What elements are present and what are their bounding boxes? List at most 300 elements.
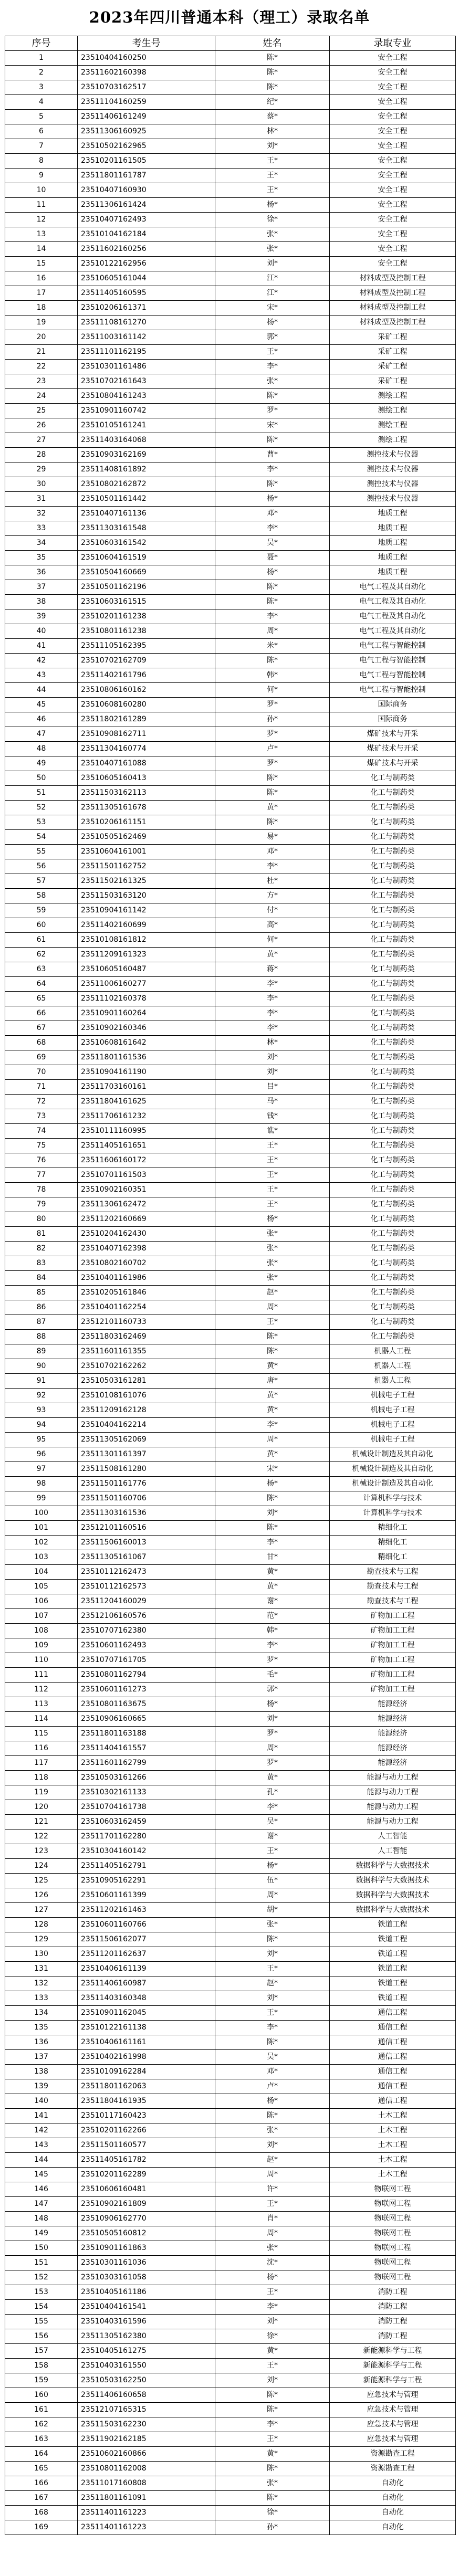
row-major: 能源与动力工程 (330, 1815, 456, 1830)
row-name: 黄* (215, 1565, 330, 1580)
row-name: 陈* (215, 389, 330, 404)
row-major: 物联网工程 (330, 2197, 456, 2212)
row-candidate-no: 23510801162794 (78, 1668, 215, 1683)
table-row (5, 2388, 456, 2403)
table-row (5, 2270, 456, 2285)
row-candidate-no: 23510603161542 (78, 536, 215, 551)
row-major: 矿物加工工程 (330, 1638, 456, 1653)
table-row (5, 1080, 456, 1095)
row-seq: 152 (5, 2270, 78, 2285)
row-candidate-no: 23510601162493 (78, 1638, 215, 1653)
row-major: 通信工程 (330, 2065, 456, 2079)
table-row (5, 2417, 456, 2432)
table-row (5, 2182, 456, 2197)
row-major: 新能源科学与工程 (330, 2373, 456, 2388)
row-name: 李* (215, 521, 330, 536)
row-major: 化工与制药类 (330, 962, 456, 977)
row-major: 化工与制药类 (330, 889, 456, 903)
row-name: 张* (215, 1271, 330, 1286)
row-seq: 11 (5, 198, 78, 213)
row-candidate-no: 23510906160665 (78, 1712, 215, 1727)
row-major: 应急技术与管理 (330, 2388, 456, 2403)
row-candidate-no: 23511506160013 (78, 1536, 215, 1550)
table-row (5, 1903, 456, 1918)
row-seq: 58 (5, 889, 78, 903)
row-seq: 147 (5, 2197, 78, 2212)
row-seq: 156 (5, 2329, 78, 2344)
table-row (5, 1418, 456, 1433)
row-candidate-no: 23510301161486 (78, 360, 215, 374)
row-major: 安全工程 (330, 51, 456, 66)
table-row (5, 2138, 456, 2153)
row-candidate-no: 23511401161223 (78, 2520, 215, 2535)
row-seq: 19 (5, 316, 78, 330)
row-seq: 133 (5, 1991, 78, 2006)
row-candidate-no: 23511305161678 (78, 801, 215, 815)
row-major: 安全工程 (330, 139, 456, 154)
table-row (5, 1477, 456, 1491)
row-candidate-no: 23510407160930 (78, 183, 215, 198)
row-seq: 136 (5, 2035, 78, 2050)
row-major: 化工与制药类 (330, 903, 456, 918)
row-name: 谢* (215, 1594, 330, 1609)
table-row (5, 448, 456, 462)
row-name: 张* (215, 2123, 330, 2138)
row-seq: 114 (5, 1712, 78, 1727)
row-major: 化工与制药类 (330, 1124, 456, 1139)
row-major: 煤矿技术与开采 (330, 742, 456, 756)
row-seq: 127 (5, 1903, 78, 1918)
row-major: 应急技术与管理 (330, 2403, 456, 2417)
row-seq: 74 (5, 1124, 78, 1139)
table-row (5, 801, 456, 815)
row-name: 胡* (215, 1903, 330, 1918)
table-row (5, 1095, 456, 1109)
row-seq: 163 (5, 2432, 78, 2447)
row-name: 陈* (215, 786, 330, 801)
row-name: 李* (215, 1418, 330, 1433)
row-seq: 88 (5, 1330, 78, 1344)
row-major: 勘查技术与工程 (330, 1594, 456, 1609)
row-name: 蒋* (215, 962, 330, 977)
row-seq: 41 (5, 639, 78, 654)
row-name: 黄* (215, 1580, 330, 1594)
row-candidate-no: 23510802162872 (78, 477, 215, 492)
row-seq: 52 (5, 801, 78, 815)
row-candidate-no: 23511301161397 (78, 1447, 215, 1462)
row-candidate-no: 23511803162469 (78, 1330, 215, 1344)
row-name: 李* (215, 1800, 330, 1815)
row-name: 何* (215, 933, 330, 948)
row-name: 米* (215, 639, 330, 654)
row-major: 电气工程与智能控制 (330, 639, 456, 654)
row-name: 罗* (215, 404, 330, 418)
row-name: 周* (215, 1433, 330, 1447)
row-candidate-no: 23510111160995 (78, 1124, 215, 1139)
row-candidate-no: 23510503161266 (78, 1771, 215, 1785)
row-major: 通信工程 (330, 2035, 456, 2050)
row-seq: 124 (5, 1859, 78, 1874)
row-seq: 6 (5, 124, 78, 139)
table-row (5, 815, 456, 830)
row-major: 测绘工程 (330, 433, 456, 448)
row-candidate-no: 23511406160658 (78, 2388, 215, 2403)
table-row (5, 845, 456, 859)
table-row (5, 433, 456, 448)
row-seq: 106 (5, 1594, 78, 1609)
row-candidate-no: 23510902160351 (78, 1183, 215, 1197)
row-seq: 34 (5, 536, 78, 551)
row-major: 安全工程 (330, 242, 456, 257)
row-seq: 40 (5, 624, 78, 639)
table-row (5, 1506, 456, 1521)
row-name: 伍* (215, 1874, 330, 1888)
row-seq: 131 (5, 1962, 78, 1976)
row-major: 物联网工程 (330, 2256, 456, 2270)
row-major: 化工与制药类 (330, 1212, 456, 1227)
row-seq: 103 (5, 1550, 78, 1565)
table-row (5, 830, 456, 845)
row-seq: 37 (5, 580, 78, 595)
row-major: 地质工程 (330, 521, 456, 536)
row-candidate-no: 23511303161548 (78, 521, 215, 536)
row-name: 陈* (215, 771, 330, 786)
row-seq: 56 (5, 859, 78, 874)
row-candidate-no: 23511304160774 (78, 742, 215, 756)
row-seq: 102 (5, 1536, 78, 1550)
table-row (5, 1756, 456, 1771)
table-row (5, 1197, 456, 1212)
row-candidate-no: 23510201161238 (78, 609, 215, 624)
row-seq: 64 (5, 977, 78, 992)
row-candidate-no: 23511503163120 (78, 889, 215, 903)
table-row (5, 1741, 456, 1756)
row-major: 消防工程 (330, 2300, 456, 2315)
row-major: 能源经济 (330, 1741, 456, 1756)
row-name: 许* (215, 2182, 330, 2197)
row-major: 矿物加工工程 (330, 1668, 456, 1683)
row-name: 周* (215, 1741, 330, 1756)
table-row (5, 2123, 456, 2138)
row-seq: 146 (5, 2182, 78, 2197)
row-seq: 97 (5, 1462, 78, 1477)
row-seq: 69 (5, 1050, 78, 1065)
table-row (5, 2359, 456, 2373)
table-row (5, 595, 456, 609)
table-row (5, 1565, 456, 1580)
row-seq: 67 (5, 1021, 78, 1036)
row-candidate-no: 23511501161776 (78, 1477, 215, 1491)
row-seq: 162 (5, 2417, 78, 2432)
row-major: 国际商务 (330, 698, 456, 712)
row-seq: 92 (5, 1389, 78, 1403)
row-major: 铁道工程 (330, 1932, 456, 1947)
row-major: 能源经济 (330, 1727, 456, 1741)
row-candidate-no: 23512106160576 (78, 1609, 215, 1624)
table-row (5, 2476, 456, 2491)
row-seq: 155 (5, 2315, 78, 2329)
table-row (5, 1403, 456, 1418)
table-row (5, 2065, 456, 2079)
table-row (5, 1609, 456, 1624)
row-name: 赵* (215, 1286, 330, 1300)
row-name: 邓* (215, 845, 330, 859)
row-candidate-no: 23511804161935 (78, 2094, 215, 2109)
row-name: 罗* (215, 727, 330, 742)
row-seq: 154 (5, 2300, 78, 2315)
table-row (5, 1050, 456, 1065)
row-major: 能源经济 (330, 1756, 456, 1771)
table-row (5, 2344, 456, 2359)
row-major: 土木工程 (330, 2123, 456, 2138)
row-candidate-no: 23510104162184 (78, 227, 215, 242)
row-seq: 31 (5, 492, 78, 507)
table-row (5, 1785, 456, 1800)
row-name: 王* (215, 2006, 330, 2021)
row-candidate-no: 23512101160516 (78, 1521, 215, 1536)
table-row (5, 771, 456, 786)
row-major: 人工智能 (330, 1830, 456, 1844)
row-candidate-no: 23510303161058 (78, 2270, 215, 2285)
table-row (5, 1462, 456, 1477)
row-candidate-no: 23510701161503 (78, 1168, 215, 1183)
row-major: 安全工程 (330, 198, 456, 213)
row-name: 邓* (215, 507, 330, 521)
row-seq: 107 (5, 1609, 78, 1624)
row-seq: 137 (5, 2050, 78, 2065)
row-candidate-no: 23512101160733 (78, 1315, 215, 1330)
row-seq: 80 (5, 1212, 78, 1227)
row-major: 计算机科学与技术 (330, 1506, 456, 1521)
row-seq: 120 (5, 1800, 78, 1815)
row-name: 韩* (215, 1624, 330, 1638)
row-seq: 16 (5, 271, 78, 286)
row-major: 化工与制药类 (330, 1050, 456, 1065)
row-name: 周* (215, 1888, 330, 1903)
row-candidate-no: 23511703160161 (78, 1080, 215, 1095)
row-candidate-no: 23510702161643 (78, 374, 215, 389)
row-candidate-no: 23511503162230 (78, 2417, 215, 2432)
row-candidate-no: 23510504160669 (78, 565, 215, 580)
row-major: 铁道工程 (330, 1962, 456, 1976)
table-row (5, 1021, 456, 1036)
row-major: 安全工程 (330, 154, 456, 169)
row-candidate-no: 23511405160595 (78, 286, 215, 301)
row-candidate-no: 23511209162128 (78, 1403, 215, 1418)
row-seq: 54 (5, 830, 78, 845)
row-name: 郭* (215, 330, 330, 345)
row-seq: 8 (5, 154, 78, 169)
row-name: 王* (215, 1139, 330, 1153)
row-name: 王* (215, 1844, 330, 1859)
row-major: 化工与制药类 (330, 830, 456, 845)
row-major: 采矿工程 (330, 360, 456, 374)
row-seq: 101 (5, 1521, 78, 1536)
row-major: 精细化工 (330, 1521, 456, 1536)
table-row (5, 1168, 456, 1183)
row-name: 周* (215, 624, 330, 639)
row-name: 王* (215, 1153, 330, 1168)
row-major: 化工与制药类 (330, 948, 456, 962)
row-candidate-no: 23510407161088 (78, 756, 215, 771)
row-seq: 135 (5, 2021, 78, 2035)
row-name: 李* (215, 2417, 330, 2432)
table-row (5, 2491, 456, 2506)
row-major: 土木工程 (330, 2109, 456, 2123)
row-candidate-no: 23510901161863 (78, 2241, 215, 2256)
row-candidate-no: 23511804161625 (78, 1095, 215, 1109)
table-row (5, 95, 456, 110)
row-name: 王* (215, 1183, 330, 1197)
row-name: 唐* (215, 1374, 330, 1389)
table-row (5, 2153, 456, 2168)
row-major: 化工与制药类 (330, 992, 456, 1006)
row-candidate-no: 23511508161280 (78, 1462, 215, 1477)
row-major: 化工与制药类 (330, 801, 456, 815)
row-major: 铁道工程 (330, 1991, 456, 2006)
row-major: 铁道工程 (330, 1918, 456, 1932)
row-name: 徐* (215, 2329, 330, 2344)
row-major: 安全工程 (330, 95, 456, 110)
row-name: 张* (215, 1918, 330, 1932)
table-row (5, 1521, 456, 1536)
row-seq: 61 (5, 933, 78, 948)
row-major: 化工与制药类 (330, 1183, 456, 1197)
row-name: 陈* (215, 1330, 330, 1344)
row-seq: 129 (5, 1932, 78, 1947)
table-row (5, 609, 456, 624)
row-major: 铁道工程 (330, 1976, 456, 1991)
row-candidate-no: 23510704161738 (78, 1800, 215, 1815)
table-row (5, 286, 456, 301)
row-major: 安全工程 (330, 66, 456, 80)
row-candidate-no: 23510903162169 (78, 448, 215, 462)
row-major: 测绘工程 (330, 389, 456, 404)
row-candidate-no: 23510401162254 (78, 1300, 215, 1315)
row-name: 王* (215, 1168, 330, 1183)
table-row (5, 712, 456, 727)
row-name: 王* (215, 2359, 330, 2373)
row-major: 机械设计制造及其自动化 (330, 1477, 456, 1491)
row-seq: 38 (5, 595, 78, 609)
row-name: 甘* (215, 1550, 330, 1565)
row-candidate-no: 23510905162291 (78, 1874, 215, 1888)
row-seq: 167 (5, 2491, 78, 2506)
row-major: 化工与制药类 (330, 1315, 456, 1330)
row-name: 王* (215, 2285, 330, 2300)
header-seq: 序号 (5, 36, 78, 51)
row-major: 地质工程 (330, 536, 456, 551)
row-major: 数据科学与大数据技术 (330, 1874, 456, 1888)
row-seq: 76 (5, 1153, 78, 1168)
row-candidate-no: 23510703162517 (78, 80, 215, 95)
table-row (5, 213, 456, 227)
row-name: 李* (215, 462, 330, 477)
row-seq: 71 (5, 1080, 78, 1095)
row-name: 陈* (215, 2491, 330, 2506)
table-row (5, 2403, 456, 2417)
row-candidate-no: 23511102160378 (78, 992, 215, 1006)
row-major: 机器人工程 (330, 1359, 456, 1374)
table-row (5, 257, 456, 271)
table-row (5, 1536, 456, 1550)
table-row (5, 698, 456, 712)
row-major: 精细化工 (330, 1550, 456, 1565)
table-row (5, 1624, 456, 1638)
row-name: 卢* (215, 742, 330, 756)
row-major: 化工与制药类 (330, 977, 456, 992)
row-major: 自动化 (330, 2506, 456, 2520)
row-name: 杜* (215, 874, 330, 889)
row-name: 付* (215, 903, 330, 918)
row-seq: 142 (5, 2123, 78, 2138)
row-major: 安全工程 (330, 80, 456, 95)
row-major: 机械设计制造及其自动化 (330, 1447, 456, 1462)
header-candidate-no: 考生号 (78, 36, 215, 51)
row-name: 林* (215, 1036, 330, 1050)
row-name: 陈* (215, 1932, 330, 1947)
row-candidate-no: 23510908162711 (78, 727, 215, 742)
row-seq: 112 (5, 1683, 78, 1697)
row-candidate-no: 23510802160702 (78, 1256, 215, 1271)
row-seq: 160 (5, 2388, 78, 2403)
row-seq: 110 (5, 1653, 78, 1668)
row-name: 罗* (215, 1727, 330, 1741)
table-row (5, 1109, 456, 1124)
row-major: 电气工程及其自动化 (330, 595, 456, 609)
row-seq: 82 (5, 1242, 78, 1256)
row-seq: 75 (5, 1139, 78, 1153)
row-seq: 1 (5, 51, 78, 66)
row-seq: 169 (5, 2520, 78, 2535)
row-seq: 24 (5, 389, 78, 404)
row-seq: 111 (5, 1668, 78, 1683)
row-candidate-no: 23511017160808 (78, 2476, 215, 2491)
row-candidate-no: 23510407162398 (78, 1242, 215, 1256)
table-row (5, 2197, 456, 2212)
row-seq: 158 (5, 2359, 78, 2373)
row-candidate-no: 23510403161550 (78, 2359, 215, 2373)
row-seq: 78 (5, 1183, 78, 1197)
row-major: 物联网工程 (330, 2270, 456, 2285)
row-major: 机械电子工程 (330, 1433, 456, 1447)
row-seq: 10 (5, 183, 78, 198)
row-major: 机械设计制造及其自动化 (330, 1462, 456, 1477)
row-candidate-no: 23511406160987 (78, 1976, 215, 1991)
row-candidate-no: 23511202161463 (78, 1903, 215, 1918)
table-row (5, 1271, 456, 1286)
row-major: 安全工程 (330, 227, 456, 242)
row-major: 化工与制药类 (330, 1227, 456, 1242)
table-row (5, 360, 456, 374)
row-candidate-no: 23510804161243 (78, 389, 215, 404)
row-major: 化工与制药类 (330, 1300, 456, 1315)
row-name: 张* (215, 374, 330, 389)
row-major: 自动化 (330, 2520, 456, 2535)
row-major: 数据科学与大数据技术 (330, 1903, 456, 1918)
table-row (5, 139, 456, 154)
row-name: 罗* (215, 1653, 330, 1668)
row-seq: 116 (5, 1741, 78, 1756)
row-name: 陈* (215, 2403, 330, 2417)
row-seq: 73 (5, 1109, 78, 1124)
table-row (5, 1315, 456, 1330)
table-row (5, 1947, 456, 1962)
row-major: 化工与制药类 (330, 1168, 456, 1183)
table-row (5, 962, 456, 977)
row-name: 王* (215, 1315, 330, 1330)
row-seq: 3 (5, 80, 78, 95)
